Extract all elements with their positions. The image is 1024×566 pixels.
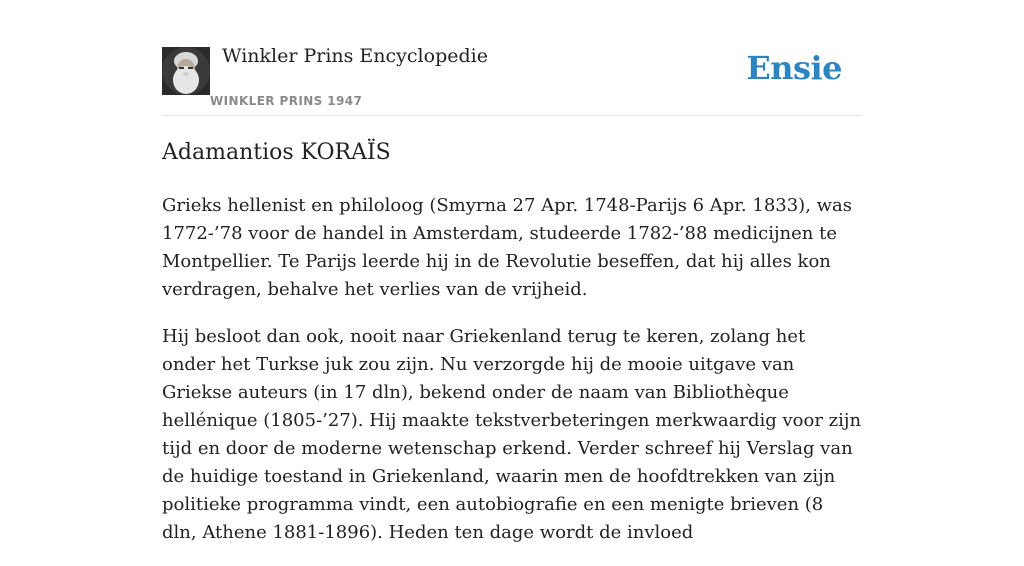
source-title[interactable]: Winkler Prins Encyclopedie [222,45,488,67]
bearded-man-portrait-icon[interactable] [162,47,210,95]
article-paragraph: Hij besloot dan ook, nooit naar Griekenland terug te keren, zolang het onder het Turkse juk zou zijn. Nu verzorgde hij de mooie uitgave van Griekse auteurs (in 17 dln), bekend onder de naam van Bibliothèque hellénique (1805-’27). Hij maakte tekstverbeteringen merkwaardig voor zijn tijd en door de moderne wetenschap erkend. Verder schreef hij Verslag van de huidige toestand in Griekenland, waarin men de hoofdtrekken van zijn politieke programma vindt, een autobiografie en een menigte brieven (8 dln, Athene 1881-1896). Heden ten dage wordt de invloed [162,326,862,543]
article-paragraph: Grieks hellenist en philoloog (Smyrna 27 Apr. 1748-Parijs 6 Apr. 1833), was 1772-’78 voor de handel in Amsterdam, studeerde 1782-’88 medicijnen te Montpellier. Te Parijs leerde hij in de Revolutie beseffen, dat hij alles kon verdragen, behalve het verlies van de vrijheid. [162,195,853,300]
brand-logo[interactable]: Ensie [746,49,842,87]
article-title: Adamantios KORAÏS [162,140,391,165]
article-body [162,192,862,566]
source-subtitle: WINKLER PRINS 1947 [210,94,363,108]
source-header [162,0,862,116]
